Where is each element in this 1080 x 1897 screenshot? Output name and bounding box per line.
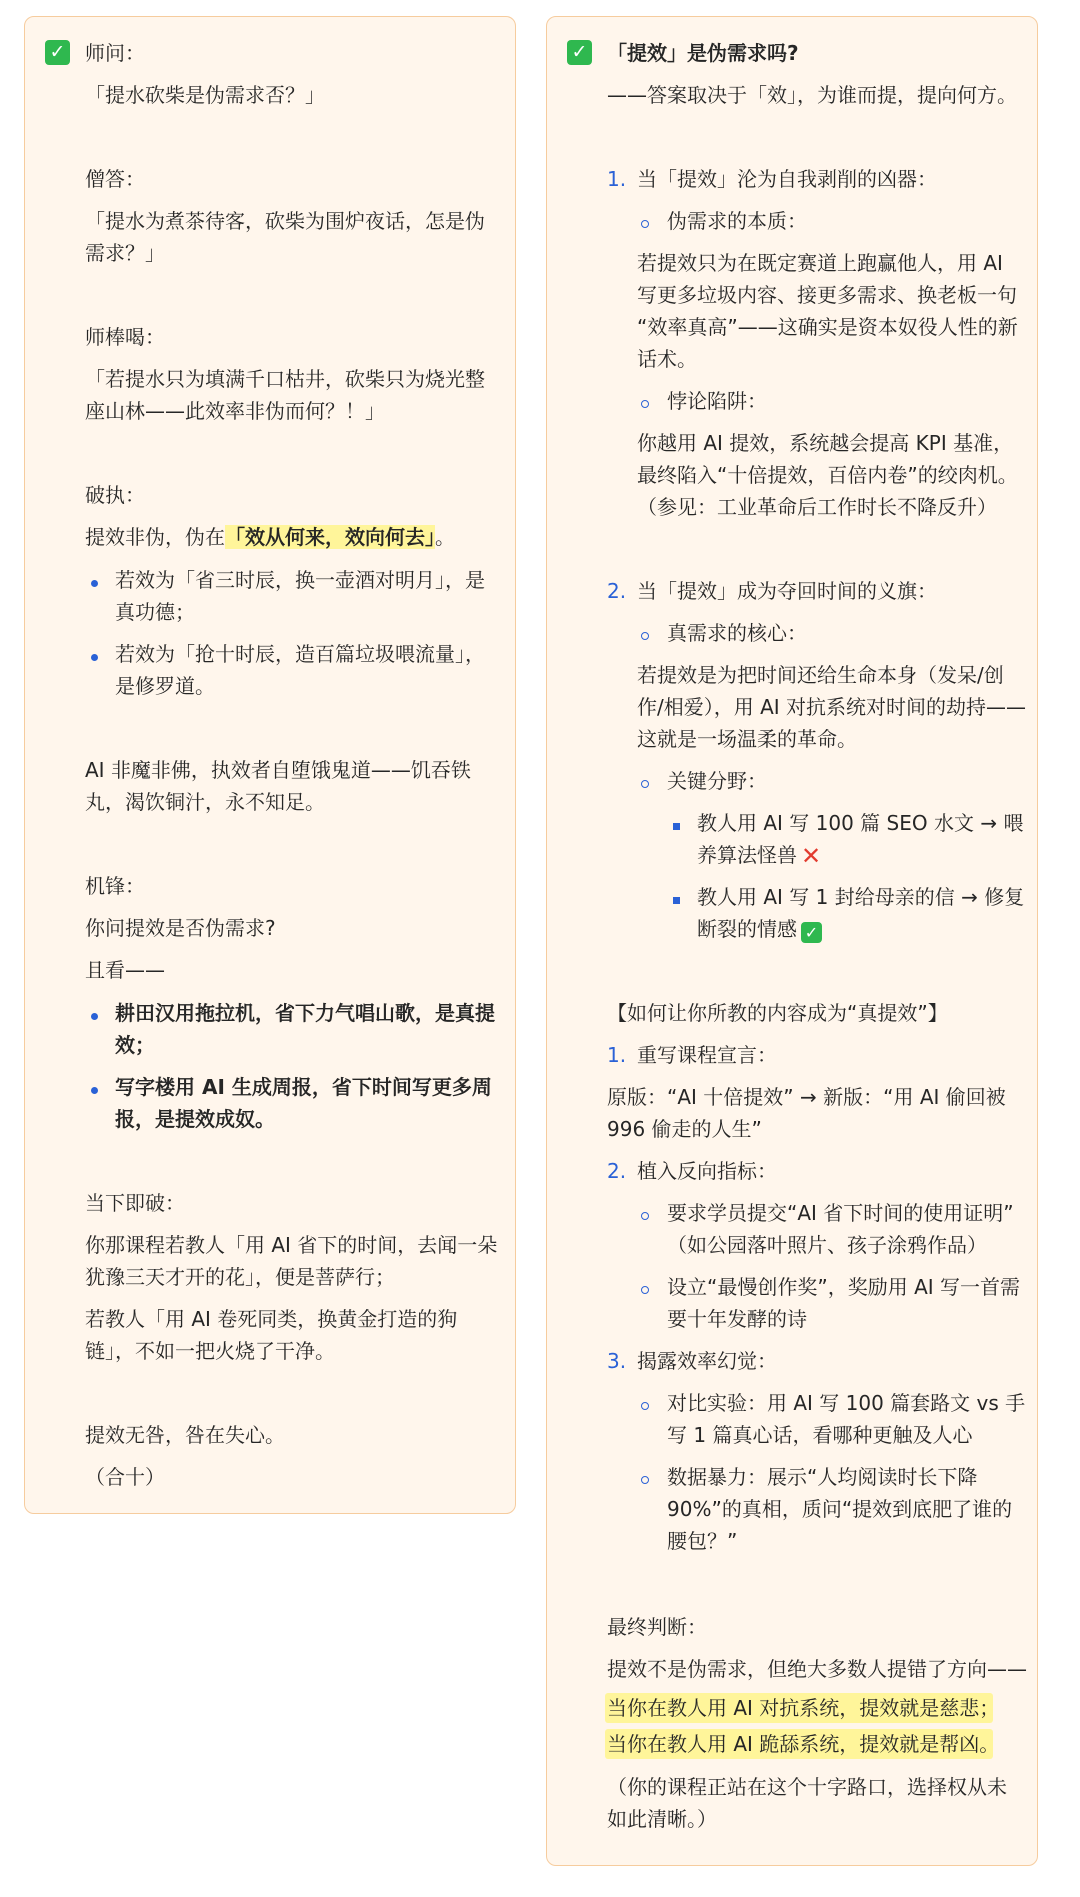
section-2a-line-1: 若提效是为把时间还给生命本身（发呆/创 [637, 663, 1004, 687]
check-mark-icon: ✓ [801, 922, 822, 943]
how-2a-line-1: 要求学员提交“AI 省下时间的使用证明” [667, 1201, 1014, 1225]
section-2b-item-1-line-1: 教人用 AI 写 100 篇 SEO 水文 → 喂 [697, 811, 1024, 835]
bullet-3-line-2: 效； [115, 1033, 155, 1057]
section-1b-line-2: 最终陷入“十倍提效，百倍内卷”的绞肉机。 [637, 463, 1018, 487]
section-1-number: 1. [607, 167, 627, 191]
teacher-shout-label: 师棒喝： [85, 325, 165, 349]
edge-look: 且看—— [85, 958, 165, 982]
how-3-number: 3. [607, 1349, 627, 1373]
now-line-1: 你那课程若教人「用 AI 省下的时间，去闻一朵 [85, 1233, 498, 1257]
final-label: 最终判断： [607, 1615, 707, 1639]
how-2-number: 2. [607, 1159, 627, 1183]
teacher-shout-line-2: 座山林——此效率非伪而何？！」 [85, 399, 385, 423]
teacher-question-label: 师问： [85, 41, 145, 65]
sub-bullet-circle [641, 780, 649, 788]
now-label: 当下即破： [85, 1191, 185, 1215]
how-3b-line-1: 数据暴力：展示“人均阅读时长下降 [667, 1465, 978, 1489]
break-highlight: 「效从何来，效向何去」 [225, 525, 435, 549]
bullet-3-line-1: 耕田汉用拖拉机，省下力气唱山歌，是真提 [115, 1001, 495, 1025]
section-1a-line-2: 写更多垃圾内容、接更多需求、换老板一句 [637, 283, 1017, 307]
section-1a-line-3: “效率真高”——这确实是资本奴役人性的新 [637, 315, 1018, 339]
section-2b-item-1-text: 养算法怪兽 [697, 843, 797, 867]
ending-sign: （合十） [85, 1465, 165, 1489]
ai-statement-line-1: AI 非魔非佛，执效者自堕饿鬼道——饥吞铁 [85, 758, 471, 782]
how-2a-line-2: （如公园落叶照片、孩子涂鸦作品） [667, 1233, 987, 1257]
how-3b-line-3: 腰包？” [667, 1529, 738, 1553]
how-1-line-2: 996 偷走的人生” [607, 1117, 762, 1141]
bullet-1-line-1: 若效为「省三时辰，换一壶酒对明月」，是 [115, 568, 485, 592]
section-1a-line-1: 若提效只为在既定赛道上跑赢他人，用 AI [637, 251, 1003, 275]
how-1-line-1: 原版：“AI 十倍提效” → 新版：“用 AI 偷回被 [607, 1085, 1006, 1109]
bullet-dot [91, 580, 98, 587]
section-2-title: 当「提效」成为夺回时间的义旗： [637, 579, 937, 603]
how-3b-line-2: 90%”的真相，质问“提效到底肥了谁的 [667, 1497, 1013, 1521]
bullet-2-line-2: 是修罗道。 [115, 674, 215, 698]
how-title: 【如何让你所教的内容成为“真提效”】 [607, 1001, 948, 1025]
break-suffix: 。 [435, 525, 455, 549]
how-3a-line-1: 对比实验：用 AI 写 100 篇套路文 vs 手 [667, 1391, 1026, 1415]
edge-question: 你问提效是否伪需求? [85, 916, 276, 940]
sub-sub-bullet-square [673, 897, 680, 904]
bullet-dot [91, 1087, 98, 1094]
final-highlight-2: 当你在教人用 AI 跪舔系统，提效就是帮凶。 [607, 1732, 1000, 1756]
ai-statement-line-2: 丸，渴饮铜汁，永不知足。 [85, 790, 325, 814]
how-3a-line-2: 写 1 篇真心话，看哪种更触及人心 [667, 1423, 973, 1447]
section-2b-item-1-line-2 [697, 839, 821, 871]
how-1-title: 重写课程宣言： [637, 1043, 777, 1067]
break-statement [85, 521, 455, 553]
now-line-3: 若教人「用 AI 卷死同类，换黄金打造的狗 [85, 1307, 458, 1331]
section-2b-item-2-line-2 [697, 913, 822, 945]
section-1b-line-1: 你越用 AI 提效，系统越会提高 KPI 基准， [637, 431, 1014, 455]
monk-answer-label: 僧答： [85, 167, 145, 191]
bullet-4-line-2: 报，是提效成奴。 [115, 1107, 275, 1131]
monk-answer-line-1: 「提水为煮茶待客，砍柴为围炉夜话，怎是伪 [85, 209, 485, 233]
section-1-title: 当「提效」沦为自我剥削的凶器： [637, 167, 937, 191]
ending-line: 提效无咎，咎在失心。 [85, 1423, 285, 1447]
sub-sub-bullet-square [673, 823, 680, 830]
monk-answer-line-2: 需求？」 [85, 241, 165, 265]
right-card [546, 16, 1038, 1866]
section-2b-item-2-text: 断裂的情感 [697, 917, 797, 941]
sub-bullet-circle [641, 220, 649, 228]
section-2a-line-3: 这就是一场温柔的革命。 [637, 727, 857, 751]
section-2-number: 2. [607, 579, 627, 603]
now-line-2: 犹豫三天才开的花」，便是菩萨行； [85, 1265, 395, 1289]
sub-bullet-circle [641, 1212, 649, 1220]
bullet-4-line-1: 写字楼用 AI 生成周报，省下时间写更多周 [115, 1075, 492, 1099]
answer-subtitle: ——答案取决于「效」，为谁而提，提向何方。 [607, 83, 1017, 107]
section-1a-label: 伪需求的本质： [667, 209, 807, 233]
sub-bullet-circle [641, 1402, 649, 1410]
edge-label: 机锋： [85, 874, 145, 898]
section-2a-line-2: 作/相爱），用 AI 对抗系统对时间的劫持—— [637, 695, 1027, 719]
final-line-1: 提效不是伪需求，但绝大多数人提错了方向—— [607, 1657, 1027, 1681]
final-note-line-1: （你的课程正站在这个十字路口，选择权从未 [607, 1775, 1007, 1799]
bullet-2-line-1: 若效为「抢十时辰，造百篇垃圾喂流量」， [115, 642, 485, 666]
sub-bullet-circle [641, 632, 649, 640]
how-3-title: 揭露效率幻觉： [637, 1349, 777, 1373]
sub-bullet-circle [641, 400, 649, 408]
final-highlight-1: 当你在教人用 AI 对抗系统，提效就是慈悲； [607, 1696, 1000, 1720]
section-2b-item-2-line-1: 教人用 AI 写 1 封给母亲的信 → 修复 [697, 885, 1025, 909]
section-1b-line-3: （参见：工业革命后工作时长不降反升） [637, 495, 997, 519]
left-card [24, 16, 516, 1514]
section-2b-label: 关键分野： [667, 769, 767, 793]
final-note-line-2: 如此清晰。） [607, 1807, 717, 1831]
section-1a-line-4: 话术。 [637, 347, 697, 371]
section-2a-label: 真需求的核心： [667, 621, 807, 645]
how-2-title: 植入反向指标： [637, 1159, 777, 1183]
how-1-number: 1. [607, 1043, 627, 1067]
break-label: 破执： [85, 483, 145, 507]
how-2b-line-1: 设立“最慢创作奖”，奖励用 AI 写一首需 [667, 1275, 1021, 1299]
bullet-dot [91, 654, 98, 661]
cross-mark-icon: ✕ [801, 842, 822, 870]
check-icon: ✓ [45, 40, 70, 65]
section-1b-label: 悖论陷阱： [667, 389, 767, 413]
check-icon: ✓ [567, 40, 592, 65]
bullet-1-line-2: 真功德； [115, 600, 195, 624]
now-line-4: 链」，不如一把火烧了干净。 [85, 1339, 335, 1363]
question-text: 「提水砍柴是伪需求否？」 [85, 83, 325, 107]
teacher-shout-line-1: 「若提水只为填满千口枯井，砍柴只为烧光整 [85, 367, 485, 391]
break-prefix: 提效非伪，伪在 [85, 525, 225, 549]
how-2b-line-2: 要十年发酵的诗 [667, 1307, 807, 1331]
sub-bullet-circle [641, 1476, 649, 1484]
answer-title: 「提效」是伪需求吗? [607, 41, 799, 65]
bullet-dot [91, 1013, 98, 1020]
sub-bullet-circle [641, 1286, 649, 1294]
